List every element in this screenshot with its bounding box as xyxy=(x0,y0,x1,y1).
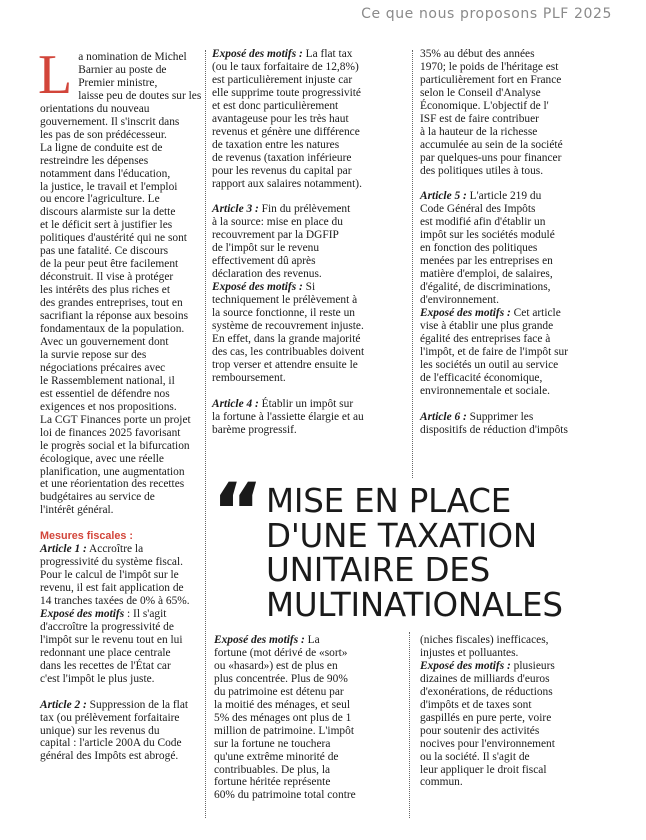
expose-3-first-line: Si xyxy=(302,281,316,294)
text-line: 60% du patrimoine total contre xyxy=(214,789,356,802)
text-line: négociations précaires avec xyxy=(40,361,166,374)
text-line: est modifié afin d'établir un xyxy=(420,216,546,229)
article-1-label: Article 1 : xyxy=(40,543,87,556)
text-line: planification, une augmentation xyxy=(40,465,185,478)
article-1-first-line: Accroître la xyxy=(89,543,144,556)
text-line: unique) sur les revenus du xyxy=(40,724,160,737)
text-line: 14 tranches taxées de 0% à 65%. xyxy=(40,595,190,608)
text-line: 5% des ménages ont plus de 1 xyxy=(214,711,352,724)
text-line: vise à établir une plus grande xyxy=(420,320,554,332)
text-line: de taxation entre les natures xyxy=(212,138,340,151)
text-line: effectivement dû après xyxy=(212,255,316,268)
drop-cap: L xyxy=(38,44,73,106)
text-line: redonnant une place centrale xyxy=(40,646,171,659)
expose-3-body xyxy=(212,294,398,385)
text-line: à la hauteur de la richesse xyxy=(420,125,538,138)
article-3-body xyxy=(212,216,398,281)
article-5-body xyxy=(420,203,606,307)
text-line: menées par les entreprises en xyxy=(420,255,553,268)
text-line: nocives pour l'environnement xyxy=(420,737,555,750)
text-line: pour soutenir des activités xyxy=(420,724,540,737)
text-line: sacrifiant la réponse aux besoins xyxy=(40,310,189,323)
text-line: Pour le calcul de l'impôt sur le xyxy=(40,569,179,582)
text-line: des grandes entreprises, tout en xyxy=(40,297,183,310)
text-line: sur la fortune ne touchera xyxy=(214,737,331,750)
expose-5 xyxy=(420,307,606,398)
text-line: l'intérêt général. xyxy=(40,504,114,517)
text-line: fortune héritée représente xyxy=(214,776,331,789)
text-line: ou encore l'agriculture. Le xyxy=(40,193,160,206)
column-3 xyxy=(420,48,606,437)
text-line: discours alarmiste sur la dette xyxy=(40,206,176,219)
article-4-label: Article 4 : xyxy=(212,397,259,410)
text-line: dizaines de milliards d'euros xyxy=(420,672,550,685)
text-line: de l'efficacité économique, xyxy=(420,371,543,384)
article-4-body xyxy=(212,411,398,437)
pull-quote xyxy=(208,468,628,626)
text-line: La ligne de conduite est de xyxy=(40,141,163,154)
expose-3-label: Exposé des motifs : xyxy=(212,281,303,294)
text-line: avantageuse pour les très haut xyxy=(212,112,349,125)
text-line: orientations du nouveau xyxy=(40,102,150,115)
expose-6-first-line: plusieurs xyxy=(510,659,555,672)
article-4 xyxy=(212,398,398,437)
article-1 xyxy=(40,543,208,608)
text-line: les intérêts des plus riches et xyxy=(40,284,171,297)
text-line: revenu, il est fait application de xyxy=(40,582,184,595)
text-line: d'impôts et de taxes sont xyxy=(420,698,532,711)
column-5 xyxy=(420,634,606,789)
text-line: rapport aux salaires notamment). xyxy=(212,177,362,190)
column-2 xyxy=(212,48,398,437)
text-line: la moitié des ménages, et seul xyxy=(214,698,351,711)
isf-continuation xyxy=(420,48,606,178)
text-line: dans les recettes de l'État car xyxy=(40,659,171,672)
text-line: du patrimoine est détenu par xyxy=(214,685,344,698)
text-line: capital : l'article 200A du Code xyxy=(40,737,182,750)
text-line: à la source: mise en place du xyxy=(212,216,343,229)
quote-mark-icon: “ xyxy=(212,468,264,558)
text-line: elle supprime toute progressivité xyxy=(212,86,361,99)
text-line: écologique, avec une réelle xyxy=(40,452,164,465)
pull-quote-line: MISE EN PLACE xyxy=(266,482,512,520)
text-line: En effet, dans la grande majorité xyxy=(212,332,361,345)
text-line: et est donc particulièrement xyxy=(212,99,339,112)
text-line: Premier ministre, xyxy=(78,76,158,89)
text-line: revenus et génère une différence xyxy=(212,125,360,138)
expose-6-body xyxy=(420,673,606,790)
expose-1-body xyxy=(40,621,208,686)
text-line: particulièrement fort en France xyxy=(420,73,562,86)
text-line: est particulièrement injuste car xyxy=(212,73,353,86)
text-line: restreindre les dépenses xyxy=(40,154,149,167)
text-line: ou la société. Il s'agit de xyxy=(420,750,530,763)
text-line: les sociétés un outil au service xyxy=(420,358,559,371)
text-line: laisse peu de doutes sur les xyxy=(78,89,202,102)
expose-2 xyxy=(212,48,398,190)
expose-4-first-line: La xyxy=(304,634,320,646)
article-2 xyxy=(40,699,208,764)
text-line: gouvernement. Il s'inscrit dans xyxy=(40,115,180,128)
expose-4 xyxy=(214,634,402,802)
text-line: les pas de son prédécesseur. xyxy=(40,128,167,141)
text-line: est essentiel de défendre nos xyxy=(40,387,170,400)
intro-paragraph xyxy=(38,44,208,517)
text-line: qu'une extrême minorité de xyxy=(214,750,339,763)
article-3-first-line: Fin du prélèvement xyxy=(258,203,351,216)
text-line: fortune (mot dérivé de «sort» xyxy=(214,646,348,659)
article-6-label: Article 6 : xyxy=(420,410,467,423)
text-line: contribuables. De plus, la xyxy=(214,763,331,776)
text-line: d'exonérations, de réductions xyxy=(420,685,553,698)
expose-2-first-line: La flat tax xyxy=(302,48,353,60)
text-line: l'impôt sur le revenu tout en lui xyxy=(40,633,183,646)
text-line: et une réorientation des recettes xyxy=(40,478,185,491)
text-line: ISF est de faire contribuer xyxy=(420,112,539,125)
column-4 xyxy=(214,634,402,802)
pull-quote-line: D'UNE TAXATION xyxy=(266,516,537,555)
article-2-first-line: Suppression de la flat xyxy=(86,698,189,711)
text-line: pour les revenus du capital par xyxy=(212,164,352,177)
text-line: égalité des entreprises face à xyxy=(420,332,551,345)
text-line: La CGT Finances porte un projet xyxy=(40,413,191,426)
text-line: d'accroître la progressivité de xyxy=(40,620,174,633)
text-line: en fonction des politiques xyxy=(420,242,538,255)
text-line: plus concentrée. Plus de 90% xyxy=(214,672,348,685)
text-line: politiques d'austérité qui ne sont xyxy=(40,232,187,245)
text-line: général des Impôts est abrogé. xyxy=(40,750,179,763)
expose-2-body xyxy=(212,61,398,191)
text-line: selon le Conseil d'Analyse xyxy=(420,86,541,99)
text-line: ou «hasard») est de plus en xyxy=(214,659,338,672)
text-line: progressivité du système fiscal. xyxy=(40,556,183,569)
text-line: Économique. L'objectif de l' xyxy=(420,99,549,112)
article-3 xyxy=(212,203,398,281)
pull-quote-line: MULTINATIONALES xyxy=(266,585,563,624)
expose-5-first-line: Cet article xyxy=(510,307,561,320)
text-line: leur appliquer le droit fiscal xyxy=(420,763,547,776)
text-line: impôt sur les sociétés modulé xyxy=(420,229,555,242)
text-line: la source fonctionne, il reste un xyxy=(212,307,355,320)
article-4-first-line: Établir un impôt sur xyxy=(258,397,354,410)
expose-1 xyxy=(40,608,208,686)
text-line: Avec un gouvernement dont xyxy=(40,335,169,348)
column-1 xyxy=(38,44,208,763)
text-line: (niches fiscales) inefficaces, xyxy=(420,634,549,646)
text-line: remboursement. xyxy=(212,371,286,384)
article-6-continuation xyxy=(420,634,606,660)
article-5-label: Article 5 : xyxy=(420,190,467,203)
text-line: système de recouvrement injuste. xyxy=(212,320,364,332)
text-line: la justice, le travail et l'emploi xyxy=(40,180,178,193)
text-line: techniquement le prélèvement à xyxy=(212,294,358,307)
text-line: environnementale et sociale. xyxy=(420,384,550,397)
text-line: notamment dans l'éducation, xyxy=(40,167,171,180)
text-line: accumulée au sein de la société xyxy=(420,138,563,151)
text-line: et le déficit sert à justifier les xyxy=(40,219,173,232)
expose-4-label: Exposé des motifs : xyxy=(214,634,305,646)
column-divider-1 xyxy=(205,50,206,818)
pull-quote-text xyxy=(266,484,626,622)
column-divider-2 xyxy=(412,50,413,478)
text-line: Code Général des Impôts xyxy=(420,203,536,216)
expose-4-body xyxy=(214,647,402,802)
running-header: Ce que nous proposons PLF 2025 xyxy=(361,6,612,22)
text-line: par quelques-uns pour financer xyxy=(420,151,562,164)
article-2-body xyxy=(40,712,208,764)
text-line: d'égalité, de discriminations, xyxy=(420,281,551,294)
text-line: barème progressif. xyxy=(212,423,297,436)
text-line: injustes et polluantes. xyxy=(420,646,519,659)
article-3-label: Article 3 : xyxy=(212,203,259,216)
expose-5-body xyxy=(420,320,606,398)
text-line: pas une fatalité. Ce discours xyxy=(40,245,169,258)
text-line: loi de finances 2025 favorisant xyxy=(40,426,181,439)
text-line: tax (ou prélèvement forfaitaire xyxy=(40,711,180,724)
expose-6 xyxy=(420,660,606,790)
text-line: des cas, les contribuables doivent xyxy=(212,345,365,358)
expose-1-label: Exposé des motifs xyxy=(40,607,125,620)
text-line: commun. xyxy=(420,776,463,789)
text-line: dispositifs de réduction d'impôts xyxy=(420,423,568,436)
column-divider-3 xyxy=(409,632,410,818)
article-5 xyxy=(420,190,606,307)
text-line: trop verser et attendre ensuite le xyxy=(212,358,358,371)
mesures-fiscales-heading: Mesures fiscales : xyxy=(40,530,134,543)
text-line: des politiques utiles à tous. xyxy=(420,164,544,177)
article-6-body xyxy=(420,424,606,437)
text-line: recouvrement par la DGFIP xyxy=(212,229,339,242)
article-1-body xyxy=(40,556,208,608)
article-5-first-line: L'article 219 du xyxy=(466,190,542,203)
intro-lines xyxy=(38,44,208,517)
text-line: gaspillés en pure perte, voire xyxy=(420,711,552,724)
text-line: d'environnement. xyxy=(420,294,499,307)
text-line: déclaration des revenus. xyxy=(212,268,322,281)
text-line: exigences et nos propositions. xyxy=(40,400,177,413)
text-line: matière d'emploi, de salaires, xyxy=(420,268,553,281)
text-line: (ou le taux forfaitaire de 12,8%) xyxy=(212,60,359,73)
text-line: la fortune à l'assiette élargie et au xyxy=(212,410,364,423)
text-line: la survie repose sur des xyxy=(40,348,147,361)
article-6-first-line: Supprimer les xyxy=(466,410,534,423)
text-line: 35% au début des années xyxy=(420,48,535,60)
text-line: le Rassemblement national, il xyxy=(40,374,175,387)
text-line: de l'impôt sur le revenu xyxy=(212,242,320,255)
text-line: Barnier au poste de xyxy=(78,63,167,76)
article-6 xyxy=(420,411,606,437)
text-line: le progrès social et la bifurcation xyxy=(40,439,190,452)
expose-6-label: Exposé des motifs : xyxy=(420,659,511,672)
text-line: de la peur peut être facilement xyxy=(40,258,179,271)
expose-1-first-line: : Il s'agit xyxy=(124,607,167,620)
pull-quote-line: UNITAIRE DES xyxy=(266,551,491,589)
text-line: a nomination de Michel xyxy=(78,51,187,63)
text-line: déconstruit. Il vise à protéger xyxy=(40,271,174,284)
text-line: fondamentaux de la population. xyxy=(40,323,185,336)
text-line: budgétaires au service de xyxy=(40,491,155,504)
text-line: 1970; le poids de l'héritage est xyxy=(420,60,559,73)
expose-3 xyxy=(212,281,398,385)
text-line: c'est l'impôt le plus juste. xyxy=(40,672,155,685)
text-line: million de patrimoine. L'impôt xyxy=(214,724,354,737)
text-line: l'impôt, et de faire de l'impôt sur xyxy=(420,345,569,358)
article-2-label: Article 2 : xyxy=(40,698,87,711)
expose-2-label: Exposé des motifs : xyxy=(212,48,303,60)
expose-5-label: Exposé des motifs : xyxy=(420,307,511,320)
text-line: de revenus (taxation inférieure xyxy=(212,151,352,164)
